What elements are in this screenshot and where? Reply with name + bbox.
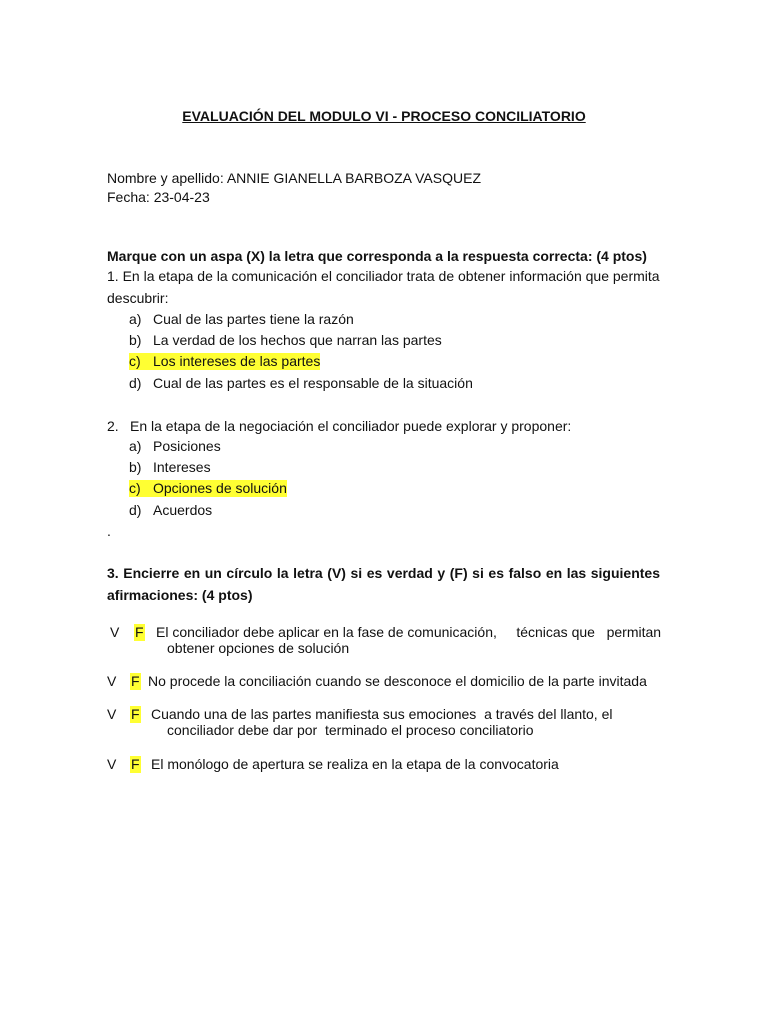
option-letter: c) [129, 353, 141, 369]
option-letter: c) [129, 480, 141, 496]
q1-option-b [129, 332, 442, 349]
option-text: Intereses [153, 459, 211, 475]
option-letter: b) [129, 332, 142, 348]
statement4-f-highlighted: F [131, 756, 140, 772]
question1-text: 1. En la etapa de la comunicación el conciliador trata de obtener información que permita [107, 268, 660, 284]
statement3-text: Cuando una de las partes manifiesta sus emociones a través del llanto, el [151, 706, 613, 722]
q2-option-c-highlighted [129, 480, 287, 497]
q2-option-d [129, 502, 212, 519]
statement1-text: El conciliador debe aplicar en la fase de comunicación, técnicas que permitan [156, 624, 662, 640]
statement2-f-highlighted: F [131, 673, 140, 689]
student-name: Nombre y apellido: ANNIE GIANELLA BARBOZA VASQUEZ [107, 170, 481, 186]
statement3-v: V [107, 706, 117, 722]
statement2-text: No procede la conciliación cuando se desconoce el domicilio de la parte invitada [148, 673, 647, 689]
exam-date: Fecha: 23-04-23 [107, 189, 210, 205]
question1-text-cont: descubrir: [107, 290, 169, 306]
option-letter: b) [129, 459, 142, 475]
statement3-text-cont: conciliador debe dar por terminado el proceso conciliatorio [167, 722, 534, 738]
option-text: Posiciones [153, 438, 221, 454]
q1-option-d [129, 375, 473, 392]
trailing-period: . [107, 523, 111, 539]
statement1-v: V [110, 624, 120, 640]
q2-option-a [129, 438, 221, 455]
option-letter: a) [129, 311, 142, 327]
option-letter: d) [129, 375, 142, 391]
option-letter: a) [129, 438, 142, 454]
statement3-f-highlighted: F [131, 706, 140, 722]
option-text: Acuerdos [153, 502, 213, 518]
q1-option-c-highlighted [129, 353, 320, 370]
section3-instruction: 3. Encierre en un círculo la letra (V) si es verdad y (F) si es falso en las siguientes [107, 565, 660, 581]
statement1-f-highlighted: F [135, 624, 144, 640]
q2-option-b [129, 459, 211, 476]
section3-instruction-cont: afirmaciones: (4 ptos) [107, 587, 253, 603]
option-letter: d) [129, 502, 142, 518]
statement2-v: V [107, 673, 117, 689]
statement4-v: V [107, 756, 117, 772]
question2-text: En la etapa de la negociación el conciliador puede explorar y proponer: [130, 418, 572, 434]
option-text: Cual de las partes es el responsable de la situación [153, 375, 473, 391]
statement1-text-cont: obtener opciones de solución [167, 640, 350, 656]
q1-option-a [129, 311, 354, 328]
section1-instruction: Marque con un aspa (X) la letra que corresponda a la respuesta correcta: (4 ptos) [107, 248, 647, 264]
option-text: Cual de las partes tiene la razón [153, 311, 354, 327]
question2-number: 2. [107, 418, 119, 434]
option-text: Los intereses de las partes [153, 353, 321, 369]
document-title: EVALUACIÓN DEL MODULO VI - PROCESO CONCILIATORIO [182, 108, 586, 124]
option-text: Opciones de solución [153, 480, 287, 496]
option-text: La verdad de los hechos que narran las partes [153, 332, 442, 348]
statement4-text: El monólogo de apertura se realiza en la etapa de la convocatoria [151, 756, 559, 772]
